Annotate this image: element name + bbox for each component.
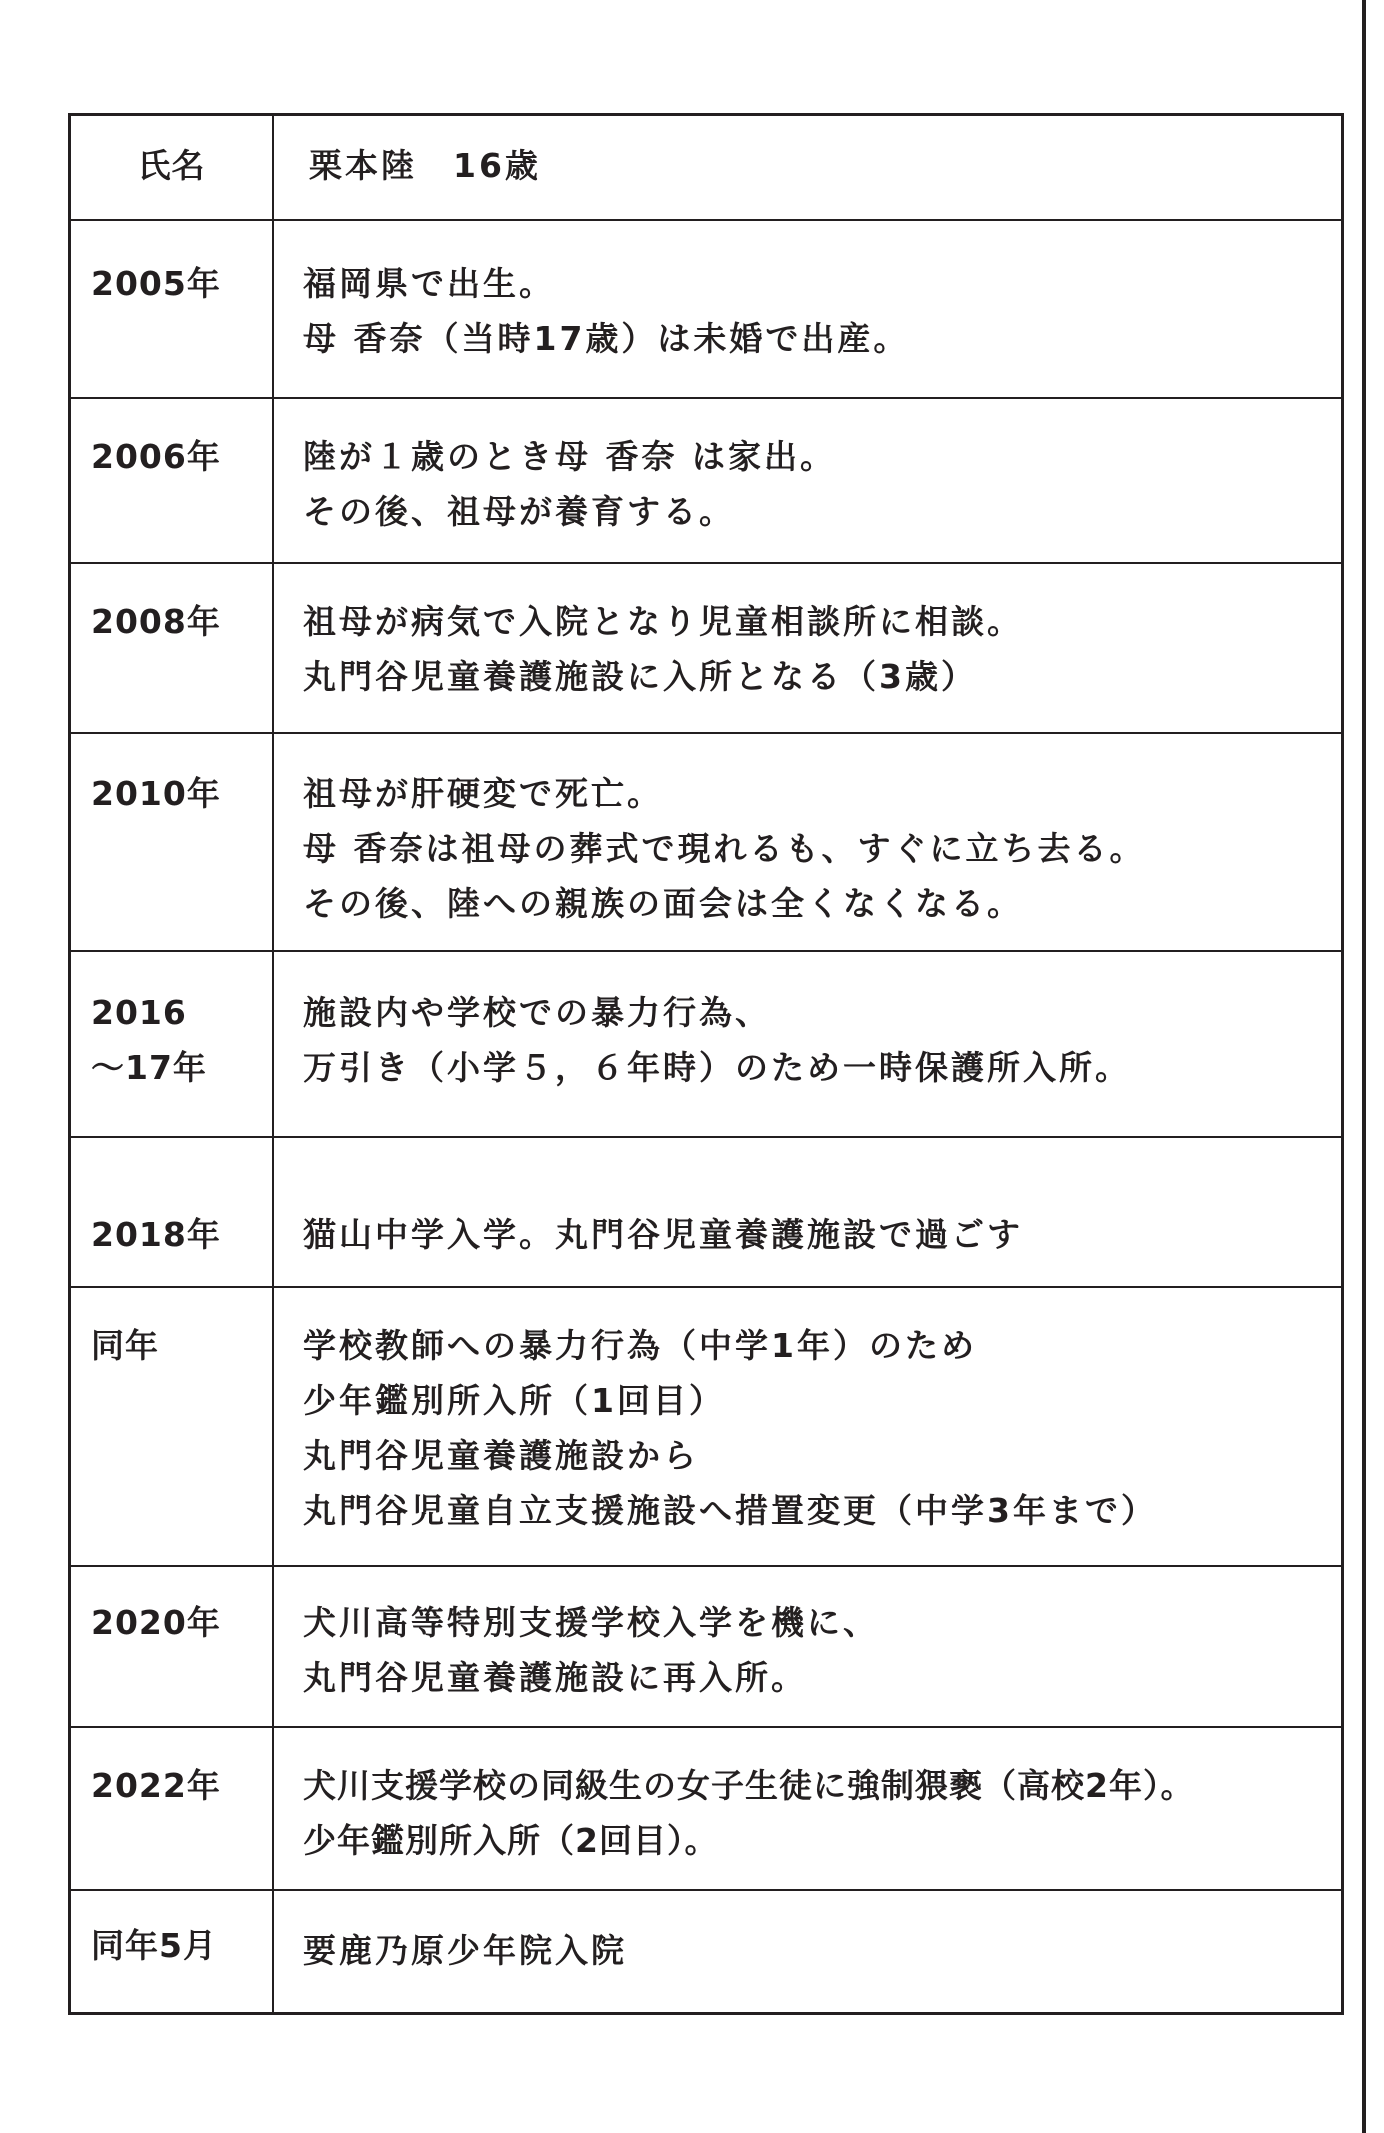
name-value — [309, 138, 1331, 193]
year-cell: 2020年 — [91, 1603, 221, 1642]
table-row — [71, 1567, 1341, 1728]
event-line: 福岡県で出生。 — [303, 264, 555, 303]
table-row — [71, 221, 1341, 399]
event-line: 万引き（小学５，６年時）のため一時保護所入所。 — [303, 1048, 1131, 1087]
event-cell — [303, 429, 1331, 539]
name-value-text: 栗本陸 16歳 — [309, 146, 541, 185]
event-line: 母 香奈（当時17歳）は未婚で出産。 — [303, 319, 910, 358]
event-line: 祖母が病気で入院となり児童相談所に相談。 — [303, 602, 1023, 641]
year-cell: 同年 — [91, 1326, 159, 1365]
event-line: 少年鑑別所入所（2回目）。 — [303, 1821, 719, 1860]
event-line: 少年鑑別所入所（1回目） — [303, 1381, 725, 1420]
event-cell — [303, 1595, 1331, 1705]
table-row — [71, 564, 1341, 734]
event-line: 犬川高等特別支援学校入学を機に、 — [303, 1603, 879, 1642]
event-cell — [303, 256, 1331, 366]
event-line: その後、祖母が養育する。 — [303, 492, 735, 531]
event-cell — [303, 985, 1331, 1095]
table-row — [71, 734, 1341, 952]
event-line: 丸門谷児童自立支援施設へ措置変更（中学3年まで） — [303, 1491, 1157, 1530]
event-line: 陸が１歳のとき母 香奈 は家出。 — [303, 437, 836, 476]
event-line: 丸門谷児童養護施設に再入所。 — [303, 1658, 807, 1697]
table-row-name — [71, 116, 1341, 221]
event-cell — [303, 594, 1331, 704]
table-row — [71, 1891, 1341, 2012]
year-cell: 2018年 — [91, 1215, 221, 1254]
event-line: 祖母が肝硬変で死亡。 — [303, 774, 663, 813]
year-cell: 2022年 — [91, 1766, 221, 1805]
event-cell — [303, 1318, 1331, 1538]
event-line: 要鹿乃原少年院入院 — [303, 1931, 627, 1970]
event-line: 丸門谷児童養護施設から — [303, 1436, 699, 1475]
table-row — [71, 952, 1341, 1138]
event-line: その後、陸への親族の面会は全くなくなる。 — [303, 884, 1023, 923]
year-cell: 2008年 — [91, 602, 221, 641]
table-row — [71, 399, 1341, 564]
table-row — [71, 1728, 1341, 1891]
table-row — [71, 1288, 1341, 1567]
event-cell — [303, 1758, 1331, 1868]
event-line: 猫山中学入学。丸門谷児童養護施設で過ごす — [303, 1215, 1023, 1254]
event-line: 学校教師への暴力行為（中学1年）のため — [303, 1326, 977, 1365]
event-line: 母 香奈は祖母の葬式で現れるも、すぐに立ち去る。 — [303, 829, 1146, 868]
name-label: 氏名 — [137, 146, 206, 185]
year-cell: 同年5月 — [91, 1926, 217, 1965]
year-cell: 2005年 — [91, 264, 221, 303]
event-line: 犬川支援学校の同級生の女子生徒に強制猥褻（高校2年）。 — [303, 1766, 1195, 1805]
event-cell — [303, 1923, 1331, 1978]
event-line: 施設内や学校での暴力行為、 — [303, 993, 771, 1032]
event-line: 丸門谷児童養護施設に入所となる（3歳） — [303, 657, 977, 696]
event-cell — [303, 766, 1331, 931]
case-history-table — [68, 113, 1344, 2015]
event-cell — [303, 1207, 1331, 1262]
year-cell: 2006年 — [91, 437, 221, 476]
year-cell: 2010年 — [91, 774, 221, 813]
table-row — [71, 1138, 1341, 1288]
year-cell: 2016 ～17年 — [91, 993, 207, 1087]
page-edge-line — [1362, 0, 1366, 2133]
